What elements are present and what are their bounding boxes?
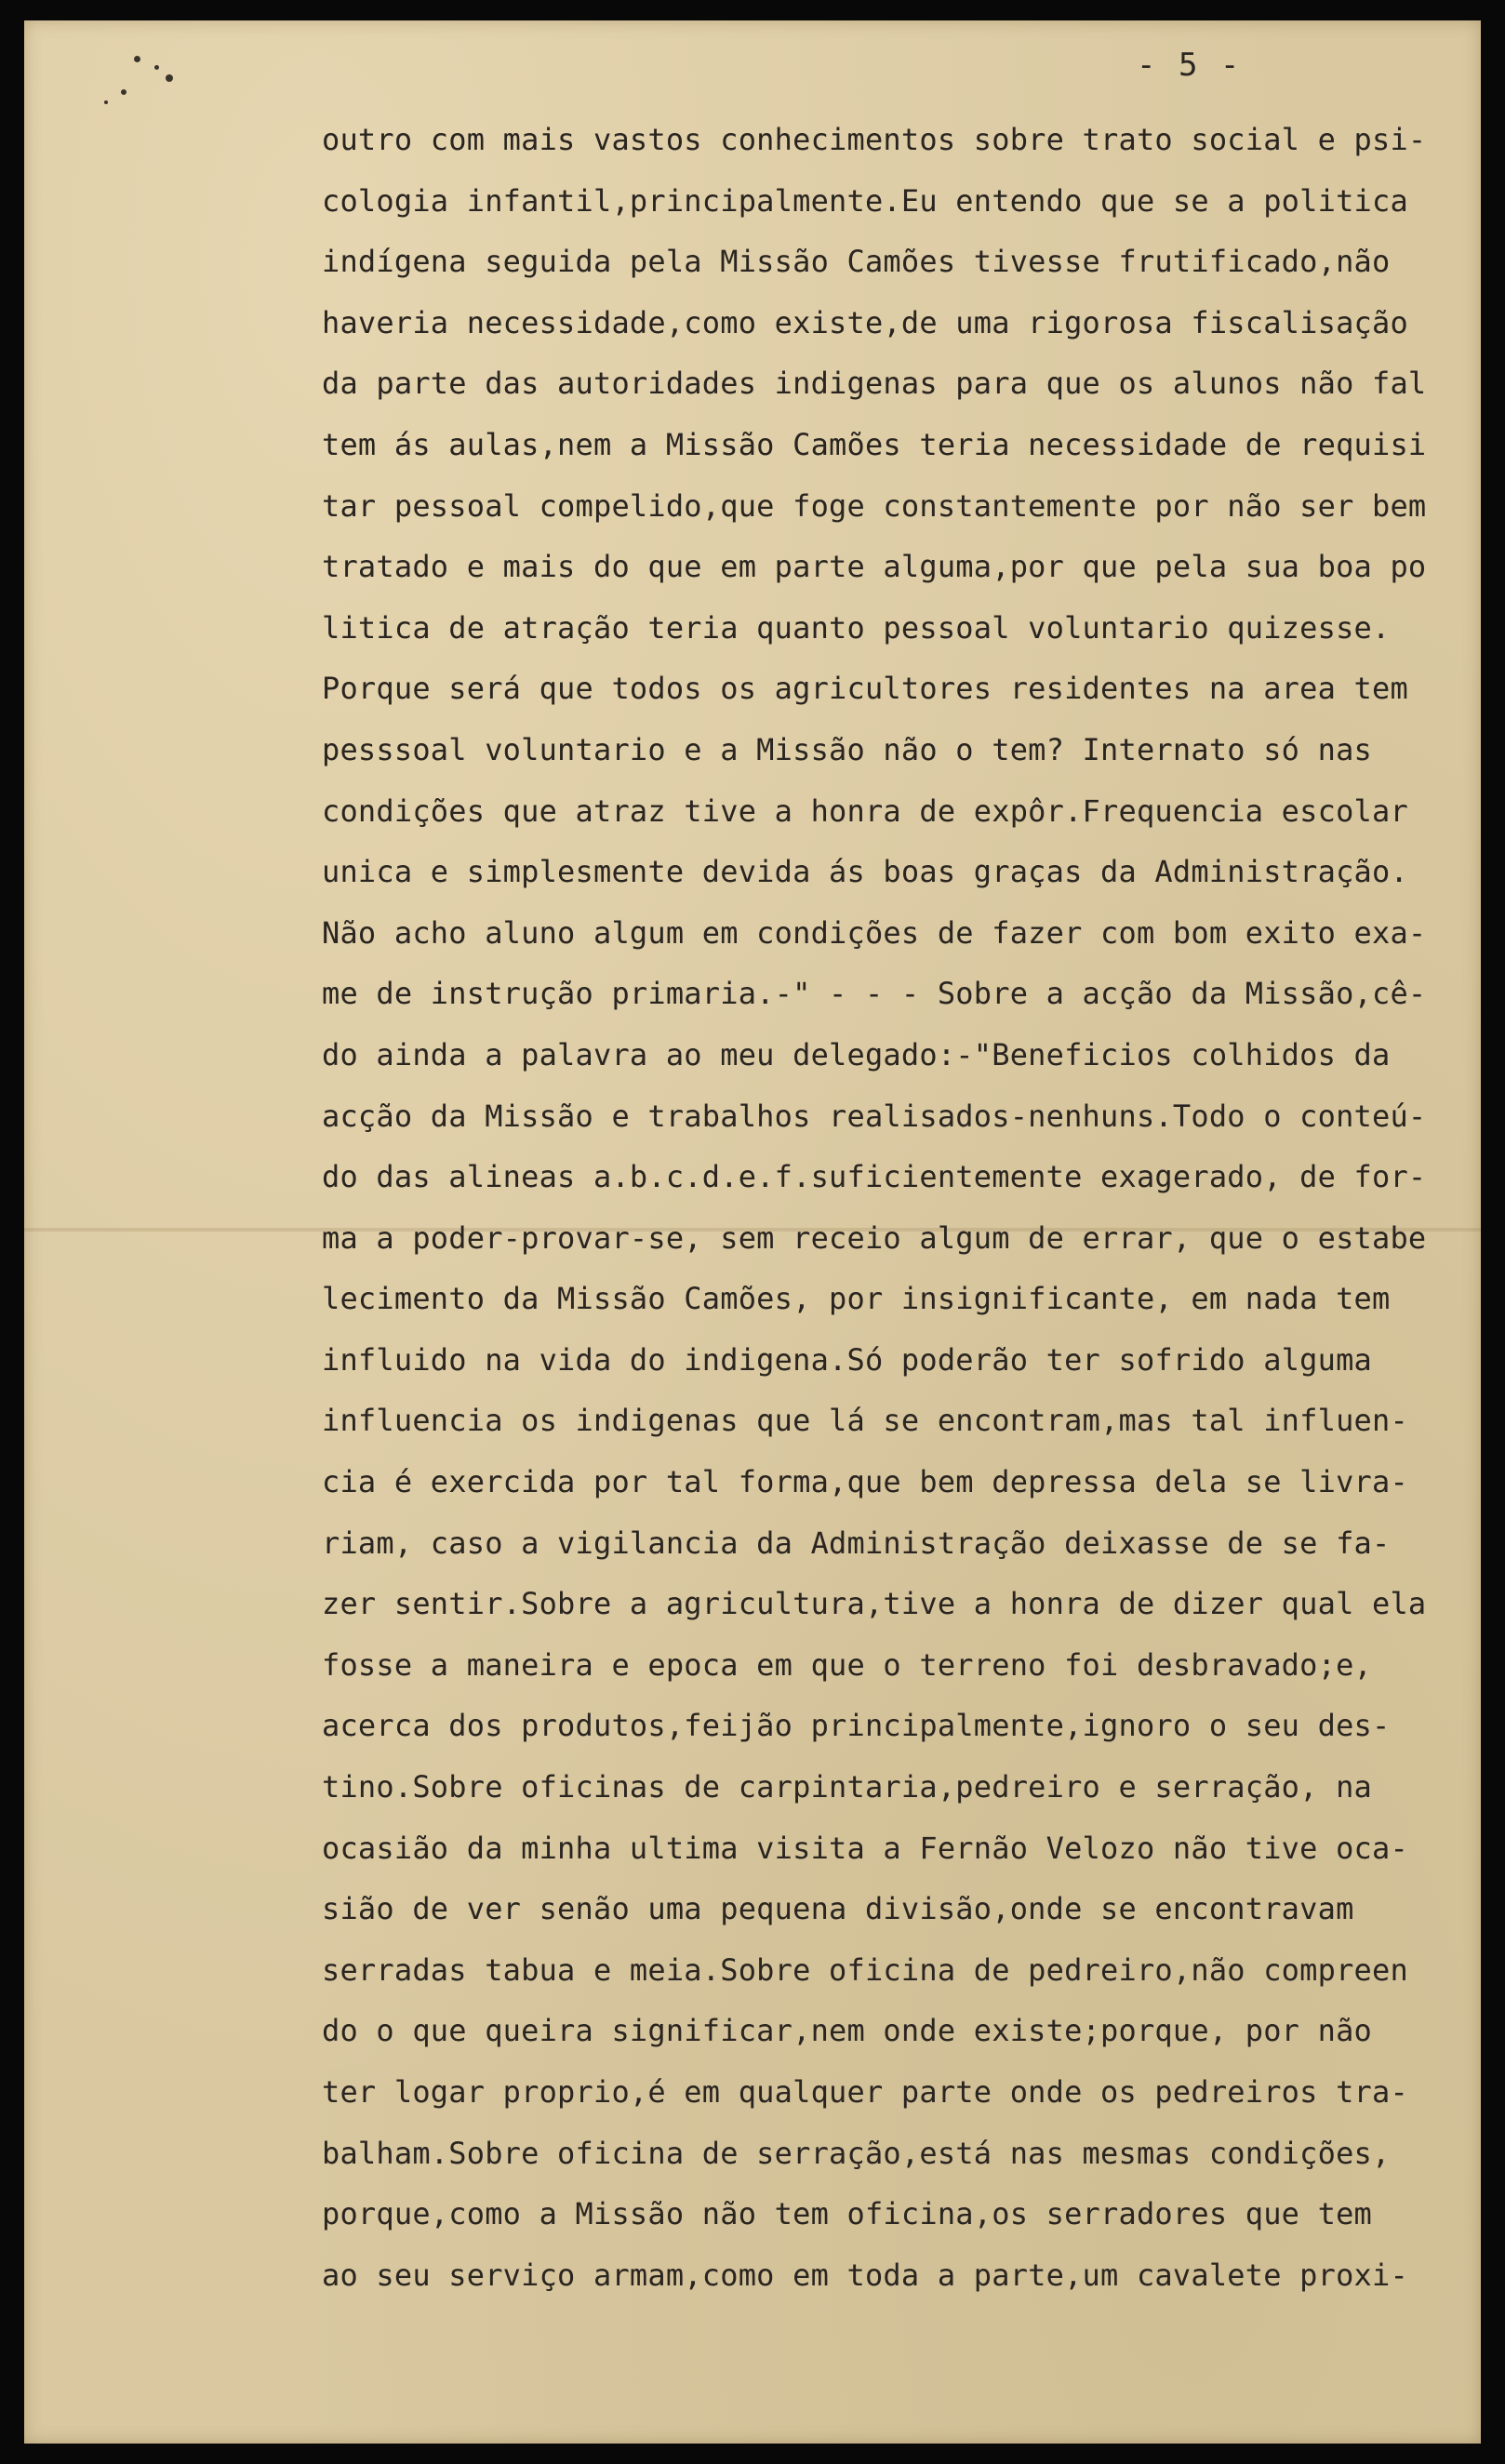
- text-line: balham.Sobre oficina de serração,está nas mesmas condições,: [322, 2135, 1391, 2171]
- text-line: influido na vida do indigena.Só poderão ter sofrido alguma: [322, 1341, 1373, 1378]
- text-line: zer sentir.Sobre a agricultura,tive a honra de dizer qual ela: [322, 1586, 1427, 1622]
- text-line: cia é exercida por tal forma,que bem depressa dela se livra-: [322, 1464, 1408, 1500]
- text-line: acerca dos produtos,feijão principalmente,ignoro o seu des-: [322, 1708, 1391, 1744]
- text-line: ma a poder-provar-se, sem receio algum de errar, que o estabe: [322, 1219, 1427, 1256]
- page-number: - 5 -: [1137, 47, 1242, 84]
- text-line: litica de atração teria quanto pessoal voluntario quizesse.: [322, 609, 1391, 646]
- text-line: tratado e mais do que em parte alguma,por que pela sua boa po: [322, 549, 1427, 585]
- text-line: me de instrução primaria.-" - - - Sobre a acção da Missão,cê-: [322, 976, 1427, 1012]
- text-line: ao seu serviço armam,como em toda a parte,um cavalete proxi-: [322, 2257, 1408, 2293]
- text-line: do ainda a palavra ao meu delegado:-"Beneficios colhidos da: [322, 1036, 1391, 1072]
- text-line: unica e simplesmente devida ás boas graças da Administração.: [322, 854, 1408, 890]
- text-line: ter logar proprio,é em qualquer parte onde os pedreiros tra-: [322, 2074, 1408, 2110]
- punch-mark: [154, 65, 159, 70]
- text-line: riam, caso a vigilancia da Administração deixasse de se fa-: [322, 1525, 1391, 1561]
- text-line: pesssoal voluntario e a Missão não o tem? Internato só nas: [322, 731, 1373, 767]
- punch-mark: [121, 89, 127, 95]
- typewritten-text: [322, 110, 1475, 2306]
- punch-mark: [104, 100, 108, 104]
- text-line: tino.Sobre oficinas de carpintaria,pedreiro e serração, na: [322, 1769, 1373, 1805]
- text-line: tem ás aulas,nem a Missão Camões teria necessidade de requisi: [322, 426, 1427, 462]
- text-line: haveria necessidade,como existe,de uma rigorosa fiscalisação: [322, 304, 1408, 340]
- text-line: do das alineas a.b.c.d.e.f.suficientemente exagerado, de for-: [322, 1159, 1427, 1195]
- text-line: influencia os indigenas que lá se encontram,mas tal influen-: [322, 1403, 1408, 1439]
- text-line: cologia infantil,principalmente.Eu entendo que se a politica: [322, 182, 1408, 219]
- text-line: do o que queira significar,nem onde existe;porque, por não: [322, 2013, 1373, 2049]
- text-line: serradas tabua e meia.Sobre oficina de pedreiro,não compreen: [322, 1951, 1408, 1988]
- text-line: Não acho aluno algum em condições de fazer com bom exito exa-: [322, 914, 1427, 951]
- text-line: lecimento da Missão Camões, por insignificante, em nada tem: [322, 1281, 1391, 1317]
- text-line: Porque será que todos os agricultores residentes na area tem: [322, 671, 1408, 707]
- punch-mark: [134, 56, 140, 62]
- text-line: acção da Missão e trabalhos realisados-nenhuns.Todo o conteú-: [322, 1098, 1427, 1134]
- text-line: da parte das autoridades indigenas para que os alunos não fal: [322, 366, 1427, 402]
- text-line: fosse a maneira e epoca em que o terreno foi desbravado;e,: [322, 1646, 1373, 1683]
- text-line: sião de ver senão uma pequena divisão,onde se encontravam: [322, 1891, 1354, 1927]
- text-line: tar pessoal compelido,que foge constantemente por não ser bem: [322, 487, 1427, 524]
- text-line: outro com mais vastos conhecimentos sobre trato social e psi-: [322, 122, 1427, 157]
- text-line: ocasião da minha ultima visita a Fernão Velozo não tive oca-: [322, 1830, 1408, 1866]
- text-line: condições que atraz tive a honra de expôr.Frequencia escolar: [322, 792, 1408, 829]
- text-line: indígena seguida pela Missão Camões tivesse frutificado,não: [322, 244, 1391, 280]
- text-line: porque,como a Missão não tem oficina,os serradores que tem: [322, 2196, 1373, 2232]
- punch-mark: [166, 74, 173, 82]
